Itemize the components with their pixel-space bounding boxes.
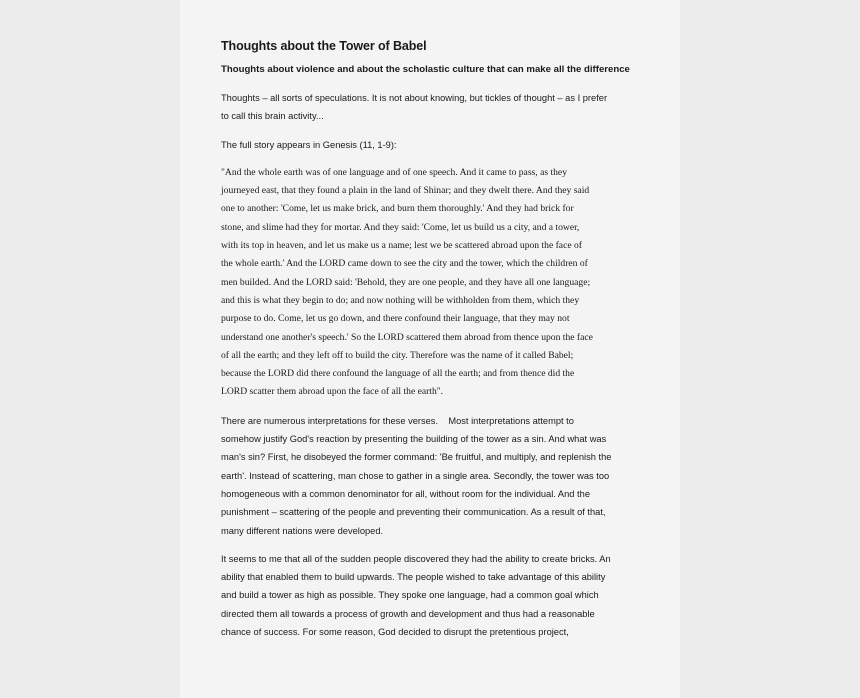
- text-line: understand one another's speech.' So the LORD scattered them abroad from thence upon the face: [221, 331, 593, 343]
- paragraph-quote: [221, 164, 651, 402]
- paragraph-interpretations: [221, 412, 651, 540]
- text-line: because the LORD did there confound the language of all the earth; and from thence did the: [221, 368, 575, 380]
- text-line: LORD scatter them abroad upon the face of all the earth".: [221, 386, 444, 398]
- text-line: It seems to me that all of the sudden people discovered they had the ability to create bricks. An: [221, 553, 611, 564]
- text-line: the whole earth.' And the LORD came down to see the city and the tower, which the children of: [221, 258, 588, 270]
- paragraph-intro: [221, 89, 651, 126]
- text-line: journeyed east, that they found a plain in the land of Shinar; and they dwelt there. And they said: [221, 185, 590, 197]
- text-line: Thoughts – all sorts of speculations. It is not about knowing, but tickles of thought – as I prefer: [221, 93, 608, 103]
- document-title: Thoughts about the Tower of Babel: [221, 39, 427, 53]
- text-line: many different nations were developed.: [221, 525, 384, 536]
- text-line: somehow justify God's reaction by presenting the building of the tower as a sin. And what was: [221, 434, 607, 445]
- text-line: ability that enabled them to build upwards. The people wished to take advantage of this ability: [221, 572, 606, 583]
- text-line: to call this brain activity...: [221, 111, 324, 122]
- document-subtitle: Thoughts about violence and about the scholastic culture that can make all the difference: [221, 64, 630, 75]
- text-line: one to another: 'Come, let us make brick, and burn them thoroughly.' And they had brick for: [221, 203, 574, 215]
- document-content: [221, 38, 651, 651]
- text-line: and build a tower as high as possible. They spoke one language, had a common goal which: [221, 590, 599, 601]
- text-line: chance of success. For some reason, God decided to disrupt the pretentious project,: [221, 627, 569, 638]
- text-line: There are numerous interpretations for these verses. Most interpretations attempt to: [221, 415, 574, 426]
- paragraph-bricks: [221, 550, 651, 641]
- text-line: stone, and slime had they for mortar. And they said: 'Come, let us build us a city, and a tower,: [221, 221, 580, 233]
- text-line: The full story appears in Genesis (11, 1-9):: [221, 139, 397, 150]
- text-line: man's sin? First, he disobeyed the former command: 'Be fruitful, and multiply, and replenish the: [221, 452, 612, 463]
- text-line: "And the whole earth was of one language and of one speech. And it came to pass, as they: [221, 166, 567, 178]
- text-line: earth'. Instead of scattering, man chose to gather in a single area. Secondly, the tower was too: [221, 470, 610, 481]
- text-line: and this is what they begin to do; and now nothing will be withholden from them, which they: [221, 294, 580, 306]
- text-line: of all the earth; and they left off to build the city. Therefore was the name of it called Babel;: [221, 349, 574, 361]
- text-line: men builded. And the LORD said: 'Behold, they are one people, and they have all one language;: [221, 276, 591, 288]
- text-line: purpose to do. Come, let us go down, and there confound their language, that they may not: [221, 313, 570, 325]
- paragraph-source: [221, 136, 651, 154]
- text-line: directed them all towards a process of growth and development and thus had a reasonable: [221, 608, 595, 619]
- text-line: punishment – scattering of the people and preventing their communication. As a result of that,: [221, 507, 606, 518]
- text-line: with its top in heaven, and let us make us a name; lest we be scattered abroad upon the face of: [221, 240, 582, 252]
- text-line: homogeneous with a common denominator for all, without room for the individual. And the: [221, 488, 590, 499]
